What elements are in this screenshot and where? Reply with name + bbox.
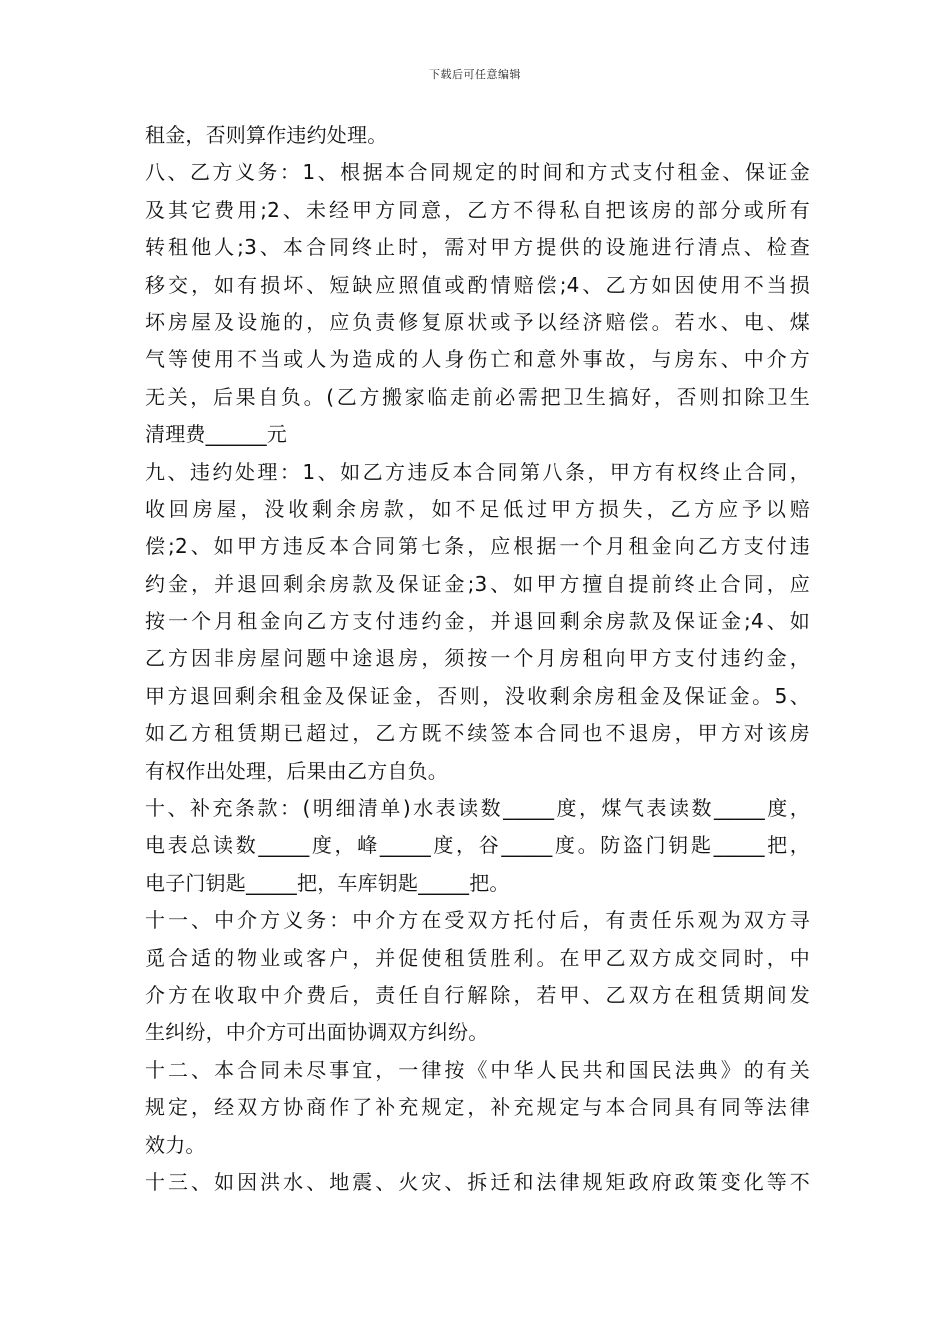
text-line: 生纠纷，中介方可出面协调双方纠纷。: [145, 1020, 489, 1045]
text-line: 有权作出处理，后果由乙方自负。: [145, 758, 448, 783]
text-line: 电子门钥匙_____把，车库钥匙_____把。: [145, 870, 510, 895]
text-line: 十二、本合同未尽事宜，一律按《中华人民共和国民法典》的有关: [145, 1057, 810, 1082]
text-line: 清理费______元: [145, 422, 287, 447]
text-line: 效力。: [145, 1132, 206, 1157]
text-line: 租金，否则算作违约处理。: [145, 123, 388, 147]
text-line: 坏房屋及设施的，应负责修复原状或予以经济赔偿。若水、电、煤: [145, 309, 810, 334]
text-line: 十、补充条款：(明细清单)水表读数_____度，煤气表读数_____度，: [145, 796, 810, 821]
text-line: 十三、如因洪水、地震、火灾、拆迁和法律规矩政府政策变化等不: [145, 1169, 810, 1194]
text-line: 按一个月租金向乙方支付违约金，并退回剩余房款及保证金;4、如: [145, 609, 810, 634]
text-line: 十一、中介方义务：中介方在受双方托付后，有责任乐观为双方寻: [145, 908, 810, 933]
text-line: 介方在收取中介费后，责任自行解除，若甲、乙双方在租赁期间发: [145, 982, 810, 1007]
text-line: 乙方因非房屋问题中途退房，须按一个月房租向甲方支付违约金，: [145, 646, 810, 671]
text-line: 气等使用不当或人为造成的人身伤亡和意外事故，与房东、中介方: [145, 347, 810, 372]
text-line: 甲方退回剩余租金及保证金，否则，没收剩余房租金及保证金。5、: [145, 683, 810, 708]
text-line: 移交，如有损坏、短缺应照值或酌情赔偿;4、乙方如因使用不当损: [145, 272, 810, 297]
page-header-note: 下载后可任意编辑: [429, 68, 521, 81]
text-line: 偿;2、如甲方违反本合同第七条，应根据一个月租金向乙方支付违: [145, 534, 810, 559]
text-line: 如乙方租赁期已超过，乙方既不续签本合同也不退房，甲方对该房: [145, 721, 810, 746]
contract-body: [145, 117, 810, 1201]
text-line: 转租他人;3、本合同终止时，需对甲方提供的设施进行清点、检查: [145, 235, 810, 260]
text-line: 觅合适的物业或客户，并促使租赁胜利。在甲乙双方成交同时，中: [145, 945, 810, 970]
text-line: 规定，经双方协商作了补充规定，补充规定与本合同具有同等法律: [145, 1095, 810, 1120]
text-line: 及其它费用;2、未经甲方同意，乙方不得私自把该房的部分或所有: [145, 197, 810, 222]
text-line: 收回房屋，没收剩余房款，如不足低过甲方损失，乙方应予以赔: [145, 496, 810, 521]
text-line: 八、乙方义务：1、根据本合同规定的时间和方式支付租金、保证金: [145, 160, 810, 185]
text-line: 电表总读数_____度，峰_____度，谷_____度。防盗门钥匙_____把，: [145, 833, 810, 858]
text-line: 无关，后果自负。(乙方搬家临走前必需把卫生搞好，否则扣除卫生: [145, 384, 810, 409]
text-line: 约金，并退回剩余房款及保证金;3、如甲方擅自提前终止合同，应: [145, 571, 810, 596]
text-line: 九、违约处理：1、如乙方违反本合同第八条，甲方有权终止合同，: [145, 459, 810, 484]
